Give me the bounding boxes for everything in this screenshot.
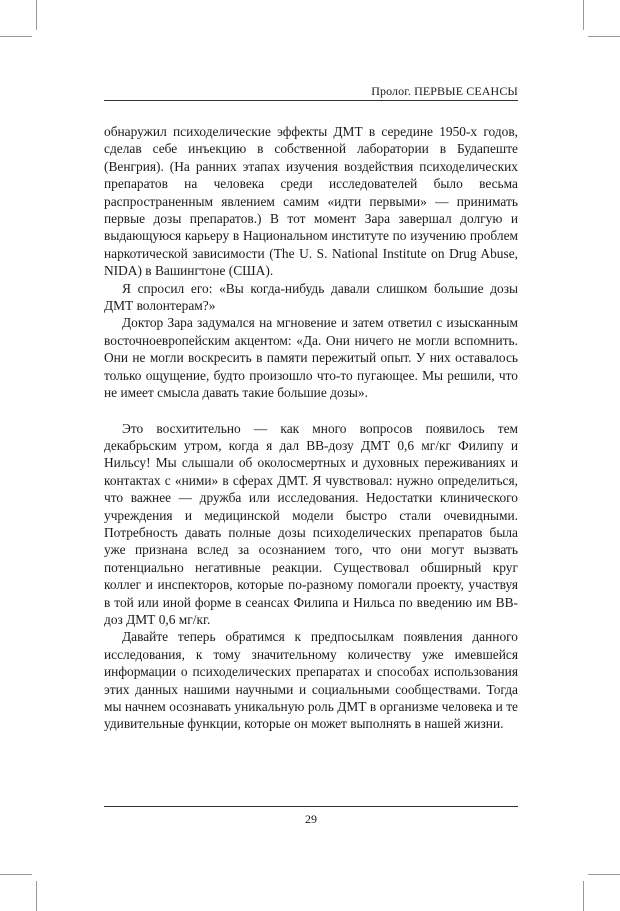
footer-rule [104,806,518,807]
crop-mark-right-bottom [588,874,620,875]
paragraph: Это восхитительно — как много вопросов появилось тем декабрьским утром, когда я дал ВВ-дозу ДМТ 0,6 мг/кг Филипу и Нильсу! Мы слышали об околосмертных и духовных переживаниях и контактах с «ними» в сферах ДМТ. Я чувствовал: нужно определиться, что важнее — дружба или исследования. Недостатки клинического учреждения и медицинской модели быстро стали очевидными. Потребность давать полные дозы психоделических препаратов была уже признана вслед за осознанием того, что они могут вызвать потенциально негативные реакции. Существовал обширный круг коллег и инспекторов, которые по-разному помогали проекту, участвуя в той или иной форме в сеансах Филипа и Нильса по введению им ВВ-доз ДМТ 0,6 мг/кг. [104,420,518,627]
body-text [104,123,518,733]
paragraph: Давайте теперь обратимся к предпосылкам появления данного исследования, к тому значительному количеству уже имевшейся информации о психоделических препаратах и способах использования этих данных нашими научными и социальными сообществами. Тогда мы начнем осознавать уникальную роль ДМТ в организме человека и те удивительные функции, которые он может выполнять в нашей жизни. [104,629,518,732]
running-head: Пролог. ПЕРВЫЕ СЕАНСЫ [371,84,518,98]
crop-mark-bottom-left [36,881,37,911]
crop-mark-bottom-right [583,881,584,911]
paragraph: Доктор Зара задумался на мгновение и затем ответил с изысканным восточноевропейским акцентом: «Да. Они ничего не могли вспомнить. Они не могли воскресить в памяти пережитый опыт. У них оставалось только ощущение, будто произошло что-то пугающее. Мы решили, что не имеет смысла давать такие большие дозы». [104,315,518,401]
page-number: 29 [305,812,317,826]
crop-mark-top-right [583,0,584,30]
paragraph: обнаружил психоделические эффекты ДМТ в середине 1950-х годов, сделав себе инъекцию в собственной лаборатории в Будапеште (Венгрия). (На ранних этапах изучения воздействия психоделических препаратов на человека среди исследователей было весьма распространенным явлением самим «идти первыми» — принимать первые дозы препаратов.) В тот момент Зара завершал долгую и выдающуюся карьеру в Национальном институте по изучению проблем наркотической зависимости (The U. S. National Institute on Drug Abuse, NIDA) в Вашингтоне (США). [104,124,518,279]
crop-mark-top-left [36,0,37,30]
paragraph: Я спросил его: «Вы когда-нибудь давали слишком большие дозы ДМТ волонтерам?» [104,280,518,314]
crop-mark-right-top [588,36,620,37]
header-rule [104,100,518,101]
crop-mark-left-top [0,36,32,37]
section-break [104,402,518,420]
crop-mark-left-bottom [0,874,32,875]
